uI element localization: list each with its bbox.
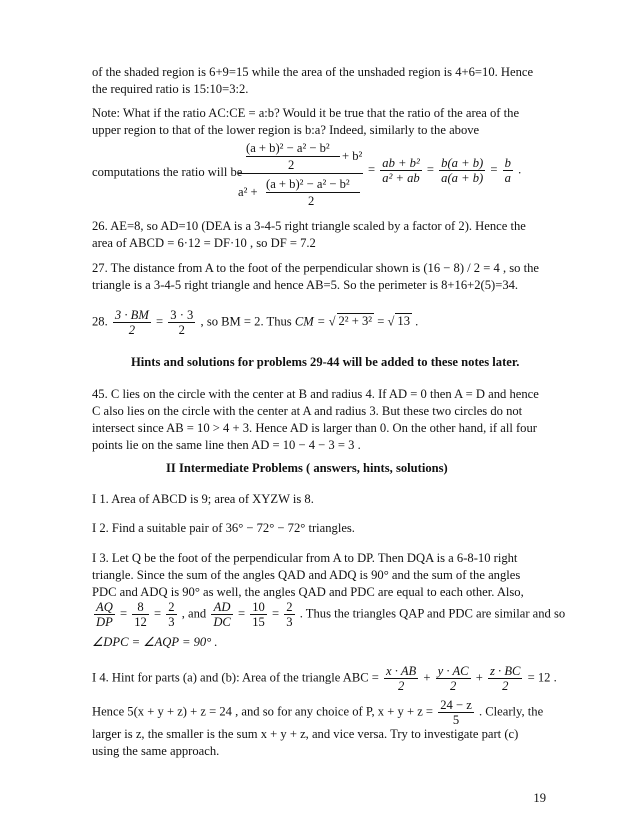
fraction: $\frac{x \cdot AB}{2}$ xyxy=(386,664,417,693)
fraction: $\frac{3 \cdot 3}{2}$ xyxy=(170,308,194,337)
hints-header: Hints and solutions for problems 29-44 will be added to these notes later. xyxy=(131,355,520,369)
sqrt-sign: √ xyxy=(328,314,336,329)
denominator-head: a² + xyxy=(238,185,258,199)
text-line: triangle is a 3-4-5 right triangle and hence AB=5. So the perimeter is 8+16+2(5)=34. xyxy=(92,278,519,292)
sqrt-sign: √ xyxy=(387,314,395,329)
text-line: PDC and ADQ is 90° as well, the angles QAD and PDC are equal to each other. Also, xyxy=(92,585,524,599)
fraction: $\frac{b}{a}$ xyxy=(504,156,511,185)
page-number: 19 xyxy=(533,791,546,805)
denominator-top: (a + b)² − a² − b² xyxy=(266,177,350,191)
text-line: points lie on the same line then AD = 10 − 4 − 3 = 3 . xyxy=(92,438,361,452)
fraction: $\frac{b(a + b)}{a(a + b)}$ xyxy=(441,156,484,185)
text-line: C also lies on the circle with the center at A and radius 3. But these two circles do not xyxy=(92,404,523,418)
i3-ratio-line: $\frac{AQ}{DP}$ = $\frac{8}{12}$ = $\frac{2}{3}$ , and $\frac{AD}{DC}$ = $\frac{10}{15}$ = $\frac{2}{3}$ . Thus the triangles QAP and PDC are similar and so xyxy=(96,600,566,629)
radicand: 2² + 3² xyxy=(338,314,373,329)
compound-fraction xyxy=(238,140,363,206)
fraction: $\frac{2}{3}$ xyxy=(286,600,293,629)
denominator-den: 2 xyxy=(308,194,315,208)
item-i4-line2: Hence 5(x + y + z) + z = 24 , and so for any choice of P, x + y + z = $\frac{24 - z}{5}$ . Clearly, the xyxy=(92,698,544,727)
paragraph-continuation xyxy=(92,64,554,98)
text-line: area of ABCD = 6·12 = DF·10 , so DF = 7.2 xyxy=(92,236,316,250)
text-line: Note: What if the ratio AC:CE = a:b? Would it be true that the ratio of the area of the xyxy=(92,106,520,120)
text-line: triangle. Since the sum of the angles QAD and ADQ is 90° and the sum of the angles xyxy=(92,568,521,582)
note-lead-text: computations the ratio will be xyxy=(92,165,243,179)
fraction: $\frac{AQ}{DP}$ xyxy=(96,600,113,629)
item-i3 xyxy=(92,550,554,601)
paragraph-27 xyxy=(92,260,554,294)
fraction: $\frac{AD}{DC}$ xyxy=(213,600,231,629)
paragraph-45 xyxy=(92,386,554,454)
text-line: 26. AE=8, so AD=10 (DEA is a 3-4-5 right triangle scaled by a factor of 2). Hence the xyxy=(92,219,526,233)
fraction: $\frac{z \cdot BC}{2}$ xyxy=(490,664,521,693)
fraction: $\frac{3 \cdot BM}{2}$ xyxy=(114,308,149,337)
note-result: = $\frac{\text{ab + b²}}{\text{a² + ab}}$ = $\frac{b(a + b)}{a(a + b)}$ = $\frac{b}{a}$ . xyxy=(368,156,522,185)
text-line: 45. C lies on the circle with the center at B and radius 4. If AD = 0 then A = D and hence xyxy=(92,387,539,401)
section-header: II Intermediate Problems ( answers, hints, solutions) xyxy=(166,461,448,475)
main-fraction-bar xyxy=(238,173,363,174)
text-line: intersect since AB = 10 > 4 + 3. Hence AD is larger than 0. On the other hand, if all four xyxy=(92,421,537,435)
fraction: $\frac{8}{12}$ xyxy=(134,600,147,629)
fraction: $\frac{y \cdot AC}{2}$ xyxy=(437,664,469,693)
paragraph-note xyxy=(92,105,554,139)
numerator-top: (a + b)² − a² − b² xyxy=(246,141,330,155)
text-line: the required ratio is 15:10=3:2. xyxy=(92,82,249,96)
numerator-tail: + b² xyxy=(342,149,363,163)
item-i4-rest xyxy=(92,726,554,760)
fraction: $\frac{10}{15}$ xyxy=(252,600,265,629)
fraction: $\frac{\text{ab + b²}}{\text{a² + ab}}$ xyxy=(382,156,420,185)
item-i4-line1: I 4. Hint for parts (a) and (b): Area of the triangle ABC = $\frac{x \cdot AB}{2}$ + $\frac{y \cdot AC}{2}$ + $\frac{z \cdot BC}{2}$ = 12 . xyxy=(92,664,557,693)
item-i2: I 2. Find a suitable pair of 36° − 72° − 72° triangles. xyxy=(92,521,355,535)
fraction: $\frac{2}{3}$ xyxy=(168,600,175,629)
paragraph-26 xyxy=(92,218,554,252)
text-line: I 3. Let Q be the foot of the perpendicular from A to DP. Then DQA is a 6-8-10 right xyxy=(92,551,518,565)
text-line: larger is z, the smaller is the sum x + y + z, and vice versa. Try to investigate part (c) xyxy=(92,727,519,741)
i3-conclusion: ∠DPC = ∠AQP = 90° . xyxy=(92,635,218,649)
fraction: $\frac{24 - z}{5}$ xyxy=(440,698,472,727)
radicand: 13 xyxy=(397,314,410,329)
text-line: upper region to that of the lower region is b:a? Indeed, similarly to the above xyxy=(92,123,480,137)
paragraph-28: 28. $\frac{3 \cdot BM}{2}$ = $\frac{3 \cdot 3}{2}$ , so BM = 2. Thus CM = √ 2² + 3² = √ 13 . xyxy=(92,308,419,337)
item-i1: I 1. Area of ABCD is 9; area of XYZW is 8. xyxy=(92,492,314,506)
text-line: using the same approach. xyxy=(92,744,220,758)
text-line: 27. The distance from A to the foot of the perpendicular shown is (16 − 8) / 2 = 4 , so the xyxy=(92,261,539,275)
text-line: of the shaded region is 6+9=15 while the area of the unshaded region is 4+6=10. Hence xyxy=(92,65,534,79)
numerator-den: 2 xyxy=(288,158,295,172)
